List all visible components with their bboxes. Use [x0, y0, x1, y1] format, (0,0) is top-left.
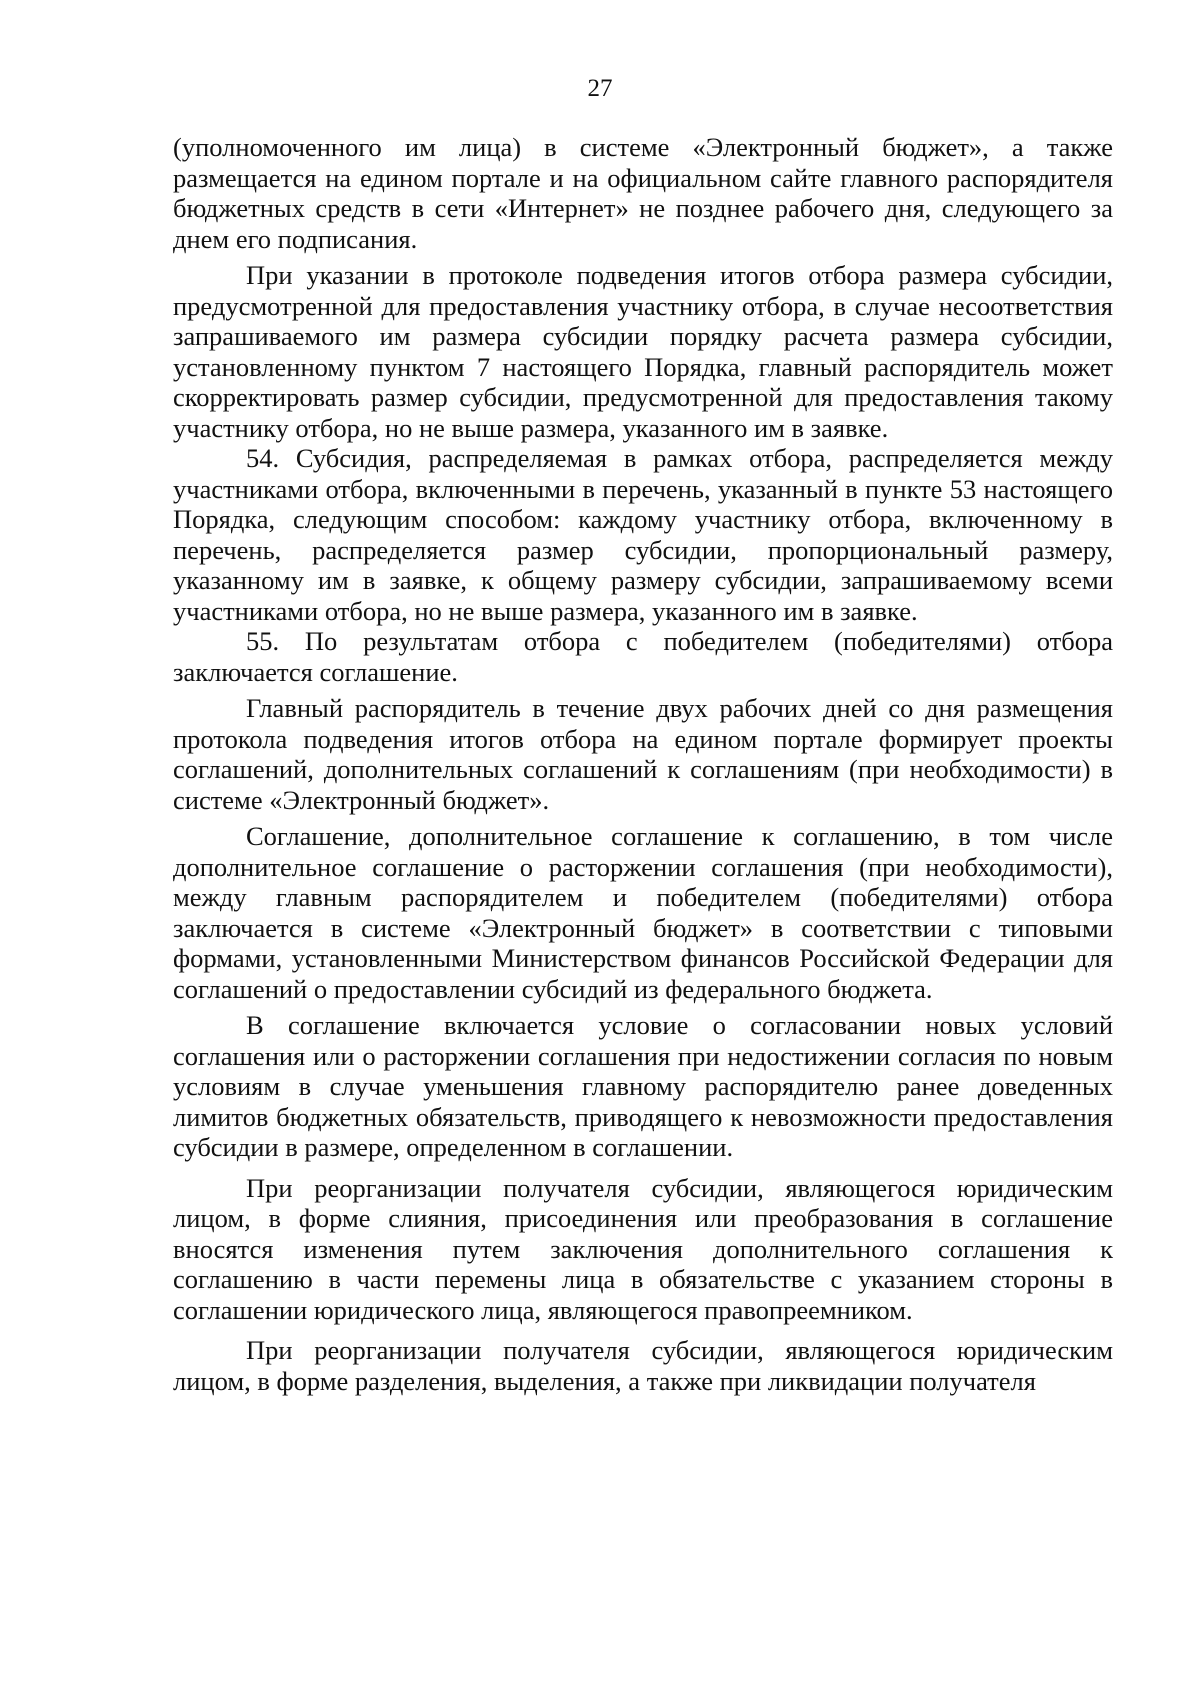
- paragraph-continuation: (уполномоченного им лица) в системе «Электронный бюджет», а также размещается на едином портале и на официальном сайте главного распорядителя бюджетных средств в сети «Интернет» не позднее рабочего дня, следующего за днем его подписания.: [173, 132, 1113, 254]
- paragraph-draft-agreements: Главный распорядитель в течение двух рабочих дней со дня размещения протокола подведения итогов отбора на едином портале формирует проекты соглашений, дополнительных соглашений к соглашениям (при необходимости) в системе «Электронный бюджет».: [173, 693, 1113, 815]
- paragraph-protocol-correction: При указании в протоколе подведения итогов отбора размера субсидии, предусмотренной для предоставления участнику отбора, в случае несоответствия запрашиваемого им размера субсидии порядку расчета размера субсидии, установленному пунктом 7 настоящего Порядка, главный распорядитель может скорректировать размер субсидии, предусмотренной для предоставления такому участнику отбора, но не выше размера, указанного им в заявке.: [173, 260, 1113, 443]
- paragraph-item-55: 55. По результатам отбора с победителем (победителями) отбора заключается соглашение.: [173, 626, 1113, 687]
- paragraph-new-conditions: В соглашение включается условие о согласовании новых условий соглашения или о расторжении соглашения при недостижении согласия по новым условиям в случае уменьшения главному распорядителю ранее доведенных лимитов бюджетных обязательств, приводящего к невозможности предоставления субсидии в размере, определенном в соглашении.: [173, 1010, 1113, 1162]
- paragraph-agreement-conclusion: Соглашение, дополнительное соглашение к соглашению, в том числе дополнительное соглашение о расторжении соглашения (при необходимости), между главным распорядителем и победителем (победителями) отбора заключается в системе «Электронный бюджет» в соответствии с типовыми формами, установленными Министерством финансов Российской Федерации для соглашений о предоставлении субсидий из федерального бюджета.: [173, 821, 1113, 1004]
- document-body: [173, 132, 1113, 1396]
- paragraph-reorganization-merger: При реорганизации получателя субсидии, являющегося юридическим лицом, в форме слияния, присоединения или преобразования в соглашение вносятся изменения путем заключения дополнительного соглашения к соглашению в части перемены лица в обязательстве с указанием стороны в соглашении юридического лица, являющегося правопреемником.: [173, 1172, 1113, 1325]
- page-number: 27: [587, 75, 613, 102]
- paragraph-reorganization-division: При реорганизации получателя субсидии, являющегося юридическим лицом, в форме разделения, выделения, а также при ликвидации получателя: [173, 1335, 1113, 1396]
- paragraph-item-54: 54. Субсидия, распределяемая в рамках отбора, распределяется между участниками отбора, включенными в перечень, указанный в пункте 53 настоящего Порядка, следующим способом: каждому участнику отбора, включенному в перечень, распределяется размер субсидии, пропорциональный размеру, указанному им в заявке, к общему размеру субсидии, запрашиваемому всеми участниками отбора, но не выше размера, указанного им в заявке.: [173, 443, 1113, 626]
